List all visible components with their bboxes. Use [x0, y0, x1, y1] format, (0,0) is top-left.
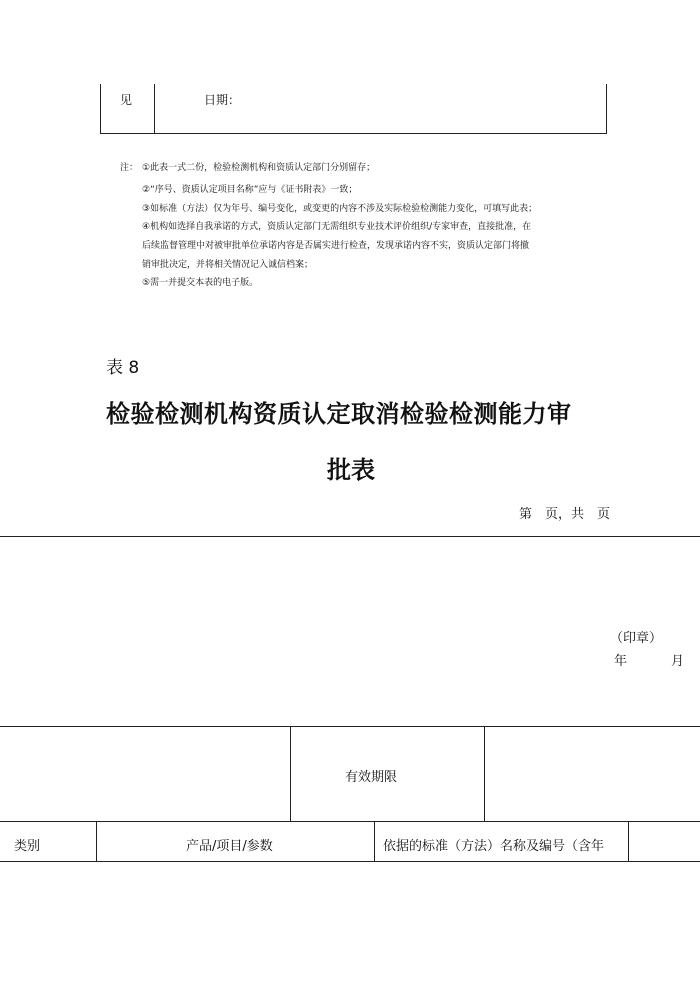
doc-title-line1: 检验检测机构资质认定取消检验检测能力审	[106, 399, 572, 428]
date-month-label: 月	[671, 654, 685, 669]
note-item: 销审批决定，并将相关情况记入诚信档案；	[142, 260, 314, 270]
validity-top-border	[0, 726, 700, 727]
table-label: 表 8	[106, 358, 140, 378]
page-info: 第 页，共 页	[519, 507, 611, 522]
top-table-col1-text: 见	[120, 93, 133, 107]
column-header-product: 产品/项目/参数	[186, 839, 273, 854]
top-table-left-border	[100, 84, 101, 134]
section-separator	[0, 536, 700, 537]
note-item: ⑤需一并提交本表的电子版。	[142, 278, 259, 288]
header-divider-1	[96, 821, 97, 862]
top-table-right-border	[606, 84, 607, 134]
top-table-date-label: 日期：	[204, 93, 241, 107]
validity-bottom-border	[0, 821, 700, 822]
validity-label: 有效期限	[345, 770, 398, 785]
header-divider-2	[374, 821, 375, 862]
note-item: ③如标准（方法）仅为年号、编号变化，或变更的内容不涉及实际检验检测能力变化，可填写此表；	[142, 204, 538, 214]
top-table-bottom-border	[100, 133, 607, 134]
header-bottom-border	[0, 861, 700, 862]
header-divider-3	[628, 821, 629, 862]
column-header-category: 类别	[14, 839, 41, 854]
notes-prefix: 注：	[120, 163, 139, 173]
date-year-label: 年	[614, 654, 628, 669]
validity-divider-left	[290, 726, 291, 821]
doc-title-line2: 批表	[327, 455, 375, 484]
note-item: ④机构如选择自我承诺的方式，资质认定部门无需组织专业技术评价组织/专家审查，直接批准，在	[142, 222, 532, 232]
column-header-standard: 依据的标准（方法）名称及编号（含年	[383, 839, 605, 854]
seal-label: （印章）	[610, 631, 663, 646]
note-item: ①此表一式二份，检验检测机构和资质认定部门分别留存；	[142, 163, 376, 173]
note-item: ②“序号、资质认定项目名称”应与《证书附表》一致；	[142, 185, 358, 195]
note-item: 后续监督管理中对被审批单位承诺内容是否属实进行检查，发现承诺内容不实，资质认定部门将撤	[142, 241, 530, 251]
top-table-divider	[154, 84, 155, 134]
validity-divider-right	[484, 726, 485, 821]
